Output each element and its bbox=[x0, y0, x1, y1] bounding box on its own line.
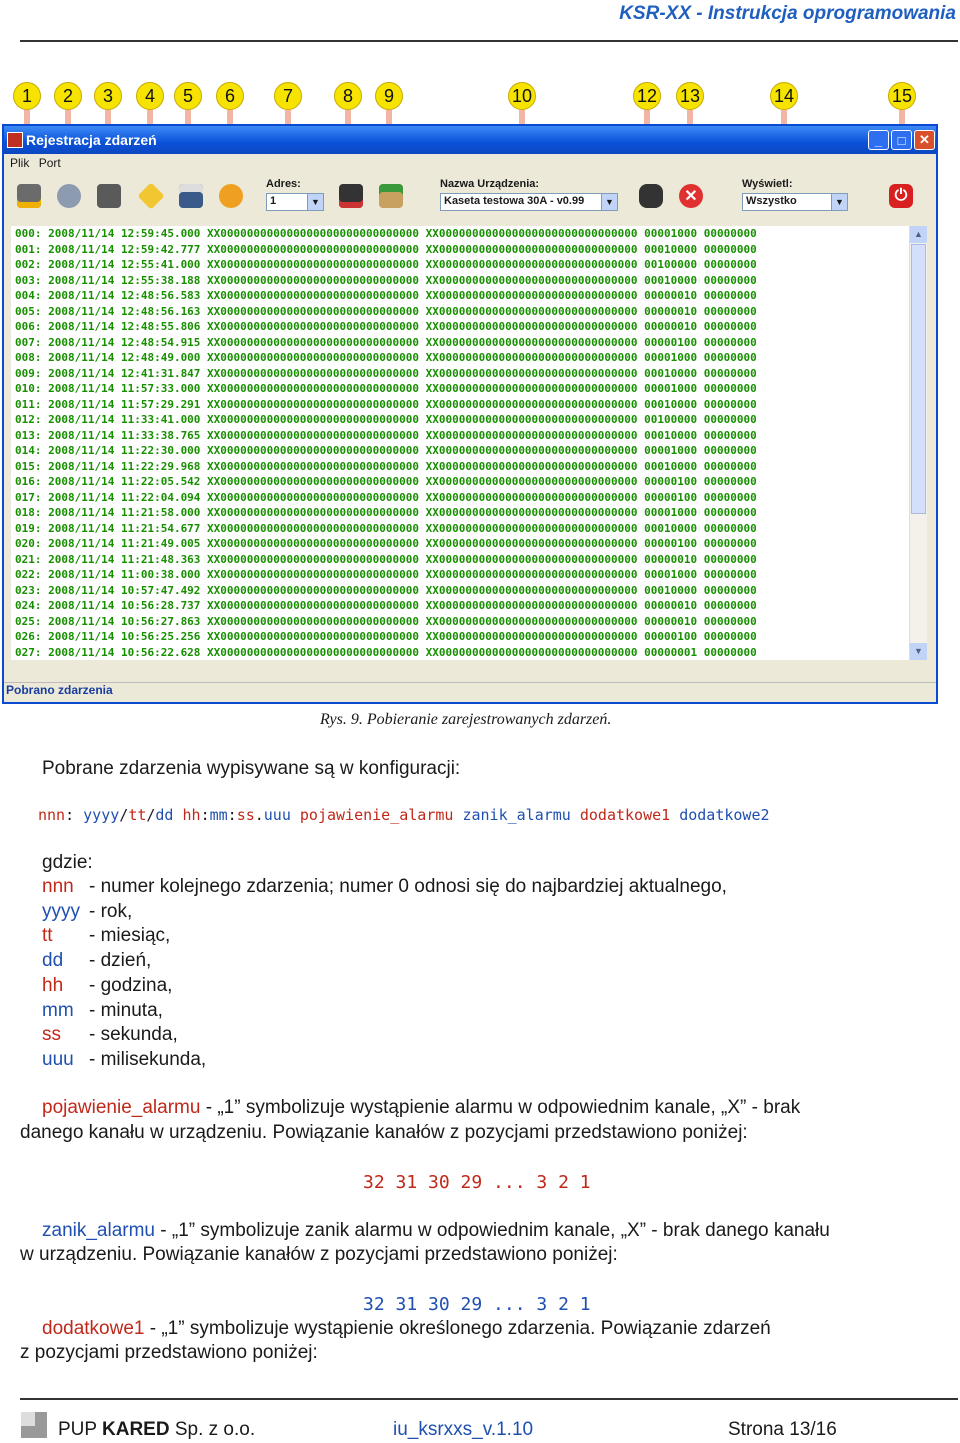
diamond-icon bbox=[137, 182, 164, 209]
zanik-key: zanik_alarmu bbox=[42, 1220, 155, 1241]
callout-13: 13 bbox=[676, 82, 704, 110]
window-title: Rejestracja zdarzeń bbox=[26, 132, 157, 148]
company-prefix: PUP bbox=[58, 1419, 103, 1440]
callout-1: 1 bbox=[13, 82, 41, 110]
scroll-up-icon[interactable]: ▲ bbox=[910, 226, 927, 243]
format-nnn: nnn bbox=[38, 806, 66, 824]
exit-button[interactable] bbox=[884, 178, 918, 214]
dodatkowe-text: - „1” symbolizuje wystąpienie określonego zdarzenia. Powiązanie zdarzeń bbox=[144, 1318, 771, 1339]
legend-desc: - milisekunda, bbox=[89, 1048, 207, 1070]
app-icon bbox=[7, 132, 23, 148]
log-row[interactable]: 002: 2008/11/14 12:55:41.000 XX000000000000000000000000000000 XX000000000000000000000000000000 00100000 00000000 bbox=[15, 258, 757, 271]
dodatkowe-line2: z pozycjami przedstawiono poniżej: bbox=[20, 1342, 318, 1363]
zanik-paragraph bbox=[42, 1220, 830, 1242]
event-log-list bbox=[11, 226, 915, 660]
format-tt: tt bbox=[128, 806, 147, 824]
log-row[interactable]: 024: 2008/11/14 10:56:28.737 XX000000000000000000000000000000 XX000000000000000000000000000000 00000010 00000000 bbox=[15, 599, 757, 612]
delete-icon: ✕ bbox=[679, 184, 703, 208]
footer-company bbox=[58, 1419, 255, 1441]
plug-icon bbox=[17, 184, 41, 208]
format-hh: hh bbox=[182, 806, 201, 824]
log-row[interactable]: 015: 2008/11/14 11:22:29.968 XX000000000000000000000000000000 XX000000000000000000000000000000 00010000 00000000 bbox=[15, 459, 757, 473]
format-dd: dd bbox=[155, 806, 174, 824]
minimize-button[interactable]: _ bbox=[868, 130, 889, 150]
address-value: 1 bbox=[270, 195, 277, 207]
pojawienie-line2: danego kanału w urządzeniu. Powiązanie kanałów z pozycjami przedstawiono poniżej: bbox=[20, 1122, 748, 1143]
gdzie-label: gdzie: bbox=[42, 852, 93, 873]
menu-bar bbox=[4, 154, 936, 172]
format-colon: : bbox=[65, 806, 75, 824]
log-row[interactable]: 014: 2008/11/14 11:22:30.000 XX000000000000000000000000000000 XX000000000000000000000000000000 00001000 00000000 bbox=[15, 444, 757, 457]
intro-text: Pobrane zdarzenia wypisywane są w konfiguracji: bbox=[42, 758, 461, 779]
search-button[interactable] bbox=[634, 178, 668, 214]
format-dot: . bbox=[254, 806, 264, 824]
log-row[interactable]: 012: 2008/11/14 11:33:41.000 XX000000000000000000000000000000 XX000000000000000000000000000000 00100000 00000000 bbox=[15, 413, 757, 426]
log-row[interactable]: 017: 2008/11/14 11:22:04.094 XX000000000000000000000000000000 XX000000000000000000000000000000 00000100 00000000 bbox=[15, 490, 757, 504]
log-row[interactable]: 003: 2008/11/14 12:55:38.188 XX000000000000000000000000000000 XX000000000000000000000000000000 00010000 00000000 bbox=[15, 273, 757, 287]
chevron-down-icon: ▼ bbox=[601, 194, 617, 210]
legend-key: uuu bbox=[42, 1048, 74, 1070]
callout-5: 5 bbox=[174, 82, 202, 110]
callout-15: 15 bbox=[888, 82, 916, 110]
legend-desc: - dzień, bbox=[89, 950, 152, 972]
show-label: Wyświetl: bbox=[742, 178, 793, 190]
format-colon-3: : bbox=[227, 806, 237, 824]
legend-key: mm bbox=[42, 999, 74, 1021]
format-colon-2: : bbox=[200, 806, 210, 824]
log-row[interactable]: 004: 2008/11/14 12:48:56.583 XX000000000000000000000000000000 XX000000000000000000000000000000 00000010 00000000 bbox=[15, 289, 757, 302]
legend-key: ss bbox=[42, 1024, 61, 1046]
status-bar: Pobrano zdarzenia bbox=[4, 682, 936, 703]
legend-key: hh bbox=[42, 974, 64, 996]
log-row[interactable]: 007: 2008/11/14 12:48:54.915 XX000000000000000000000000000000 XX000000000000000000000000000000 00000100 00000000 bbox=[15, 335, 757, 349]
format-ss: ss bbox=[236, 806, 255, 824]
legend-desc: - sekunda, bbox=[89, 1024, 178, 1046]
callout-10: 10 bbox=[508, 82, 536, 110]
log-row[interactable]: 019: 2008/11/14 11:21:54.677 XX000000000000000000000000000000 XX000000000000000000000000000000 00010000 00000000 bbox=[15, 521, 757, 535]
log-row[interactable]: 026: 2008/11/14 10:56:25.256 XX000000000000000000000000000000 XX000000000000000000000000000000 00000100 00000000 bbox=[15, 630, 757, 643]
log-row[interactable]: 021: 2008/11/14 11:21:48.363 XX000000000000000000000000000000 XX000000000000000000000000000000 00000010 00000000 bbox=[15, 552, 757, 566]
format-uuu: uuu bbox=[263, 806, 291, 824]
save-button[interactable] bbox=[174, 178, 208, 214]
header-divider bbox=[20, 40, 958, 42]
callout-2: 2 bbox=[54, 82, 82, 110]
channel-sequence-2: 32 31 30 29 ... 3 2 1 bbox=[363, 1294, 591, 1315]
chevron-down-icon: ▼ bbox=[831, 194, 847, 210]
log-row[interactable]: 016: 2008/11/14 11:22:05.542 XX000000000000000000000000000000 XX000000000000000000000000000000 00000100 00000000 bbox=[15, 475, 757, 488]
download-icon bbox=[379, 184, 403, 208]
chevron-down-icon: ▼ bbox=[307, 194, 323, 210]
binoculars-icon bbox=[639, 184, 663, 208]
display-button[interactable] bbox=[334, 178, 368, 214]
legend-key: nnn bbox=[42, 876, 74, 897]
callout-14: 14 bbox=[770, 82, 798, 110]
callout-9: 9 bbox=[375, 82, 403, 110]
format-mm: mm bbox=[209, 806, 228, 824]
show-select[interactable] bbox=[742, 193, 848, 211]
legend-key: tt bbox=[42, 925, 53, 947]
address-label: Adres: bbox=[266, 178, 301, 190]
format-slash-2: / bbox=[146, 806, 156, 824]
log-row[interactable]: 023: 2008/11/14 10:57:47.492 XX000000000000000000000000000000 XX000000000000000000000000000000 00010000 00000000 bbox=[15, 583, 757, 597]
log-row[interactable]: 009: 2008/11/14 12:41:31.847 XX000000000000000000000000000000 XX000000000000000000000000000000 00010000 00000000 bbox=[15, 366, 757, 380]
log-row[interactable]: 027: 2008/11/14 10:56:22.628 XX000000000000000000000000000000 XX000000000000000000000000000000 00000001 00000000 bbox=[15, 645, 757, 659]
callout-4: 4 bbox=[136, 82, 164, 110]
footer-page: Strona 13/16 bbox=[728, 1419, 837, 1440]
callout-12: 12 bbox=[633, 82, 661, 110]
zanik-line2: w urządzeniu. Powiązanie kanałów z pozycjami przedstawiono poniżej: bbox=[20, 1244, 618, 1265]
plug-disconnect-icon bbox=[97, 184, 121, 208]
menu-plik[interactable]: Plik bbox=[10, 156, 30, 170]
format-dodatkowe1: dodatkowe1 bbox=[579, 806, 671, 824]
connect-button[interactable] bbox=[12, 178, 46, 214]
scroll-thumb[interactable] bbox=[911, 244, 926, 514]
device-name-select[interactable] bbox=[440, 193, 618, 211]
dodatkowe-key: dodatkowe1 bbox=[42, 1318, 145, 1339]
log-row[interactable]: 025: 2008/11/14 10:56:27.863 XX000000000000000000000000000000 XX000000000000000000000000000000 00000010 00000000 bbox=[15, 614, 757, 628]
read-button[interactable] bbox=[134, 178, 168, 214]
figure-caption: Rys. 9. Pobieranie zarejestrowanych zdarzeń. bbox=[320, 711, 612, 728]
log-row[interactable]: 013: 2008/11/14 11:33:38.765 XX000000000000000000000000000000 XX000000000000000000000000000000 00010000 00000000 bbox=[15, 428, 757, 442]
callout-3: 3 bbox=[94, 82, 122, 110]
app-window bbox=[2, 124, 938, 704]
company-bold: KARED bbox=[102, 1419, 170, 1440]
refresh-button[interactable] bbox=[214, 178, 248, 214]
pojawienie-paragraph bbox=[42, 1097, 958, 1119]
settings-button[interactable] bbox=[52, 178, 86, 214]
pojawienie-text: - „1” symbolizuje wystąpienie alarmu w odpowiednim kanale, „X” - brak bbox=[200, 1097, 801, 1118]
download-button[interactable] bbox=[374, 178, 408, 214]
log-row[interactable]: 005: 2008/11/14 12:48:56.163 XX000000000000000000000000000000 XX000000000000000000000000000000 00000010 00000000 bbox=[15, 304, 757, 318]
log-row[interactable]: 022: 2008/11/14 11:00:38.000 XX000000000000000000000000000000 XX000000000000000000000000000000 00001000 00000000 bbox=[15, 568, 757, 581]
address-select[interactable] bbox=[266, 193, 324, 211]
scroll-down-icon[interactable]: ▼ bbox=[910, 643, 927, 660]
callout-8: 8 bbox=[334, 82, 362, 110]
callout-6: 6 bbox=[216, 82, 244, 110]
disconnect-button[interactable] bbox=[92, 178, 126, 214]
device-name-value: Kaseta testowa 30A - v0.99 bbox=[444, 195, 585, 207]
clear-button[interactable] bbox=[674, 178, 708, 214]
company-suffix: Sp. z o.o. bbox=[169, 1419, 256, 1440]
document-header-title: KSR-XX - Instrukcja oprogramowania bbox=[619, 3, 956, 24]
channel-sequence-1: 32 31 30 29 ... 3 2 1 bbox=[363, 1172, 591, 1193]
pojawienie-key: pojawienie_alarmu bbox=[42, 1097, 201, 1118]
log-row[interactable]: 010: 2008/11/14 11:57:33.000 XX000000000000000000000000000000 XX000000000000000000000000000000 00001000 00000000 bbox=[15, 382, 757, 395]
footer-divider bbox=[20, 1398, 958, 1400]
log-row[interactable]: 000: 2008/11/14 12:59:45.000 XX000000000000000000000000000000 XX000000000000000000000000000000 00001000 00000000 bbox=[15, 227, 757, 240]
format-yyyy: yyyy bbox=[83, 806, 120, 824]
legend-desc: - rok, bbox=[89, 900, 133, 922]
log-row[interactable]: 008: 2008/11/14 12:48:49.000 XX000000000000000000000000000000 XX000000000000000000000000000000 00001000 00000000 bbox=[15, 351, 757, 364]
footer-doc-id: iu_ksrxxs_v.1.10 bbox=[393, 1419, 534, 1440]
zanik-text: - „1” symbolizuje zanik alarmu w odpowiednim kanale, „X” - brak danego kanału bbox=[155, 1220, 830, 1241]
legend-key: yyyy bbox=[42, 900, 80, 922]
monitor-icon bbox=[339, 184, 363, 208]
floppy-icon bbox=[179, 184, 203, 208]
log-row[interactable]: 020: 2008/11/14 11:21:49.005 XX000000000000000000000000000000 XX000000000000000000000000000000 00000100 00000000 bbox=[15, 537, 757, 550]
log-scrollbar[interactable] bbox=[909, 226, 927, 660]
legend-desc: - godzina, bbox=[89, 974, 173, 996]
gear-icon bbox=[57, 184, 81, 208]
refresh-icon bbox=[219, 184, 243, 208]
format-dodatkowe2: dodatkowe2 bbox=[679, 806, 770, 824]
power-icon: ⏻ bbox=[889, 184, 913, 208]
format-pojawienie: pojawienie_alarmu bbox=[299, 806, 454, 824]
legend-desc: - miesiąc, bbox=[89, 925, 171, 947]
log-row[interactable]: 018: 2008/11/14 11:21:58.000 XX000000000000000000000000000000 XX000000000000000000000000000000 00001000 00000000 bbox=[15, 506, 757, 519]
menu-port[interactable]: Port bbox=[38, 156, 61, 170]
format-line bbox=[38, 806, 770, 824]
title-bar bbox=[4, 126, 936, 154]
format-slash-1: / bbox=[119, 806, 129, 824]
legend-key: dd bbox=[42, 950, 64, 972]
log-row[interactable]: 006: 2008/11/14 12:48:55.806 XX000000000000000000000000000000 XX000000000000000000000000000000 00000010 00000000 bbox=[15, 320, 757, 333]
company-logo bbox=[21, 1412, 47, 1438]
log-row[interactable]: 011: 2008/11/14 11:57:29.291 XX000000000000000000000000000000 XX000000000000000000000000000000 00010000 00000000 bbox=[15, 397, 757, 411]
close-button[interactable]: ✕ bbox=[914, 130, 935, 150]
legend-desc: - numer kolejnego zdarzenia; numer 0 odnosi się do najbardziej aktualnego, bbox=[89, 876, 727, 897]
legend-desc: - minuta, bbox=[89, 999, 163, 1021]
callout-7: 7 bbox=[274, 82, 302, 110]
device-name-label: Nazwa Urządzenia: bbox=[440, 178, 540, 190]
log-row[interactable]: 001: 2008/11/14 12:59:42.777 XX000000000000000000000000000000 XX000000000000000000000000000000 00010000 00000000 bbox=[15, 242, 757, 256]
maximize-button[interactable]: □ bbox=[891, 130, 912, 150]
show-value: Wszystko bbox=[746, 195, 797, 207]
format-zanik: zanik_alarmu bbox=[462, 806, 571, 824]
dodatkowe-paragraph bbox=[42, 1318, 771, 1340]
